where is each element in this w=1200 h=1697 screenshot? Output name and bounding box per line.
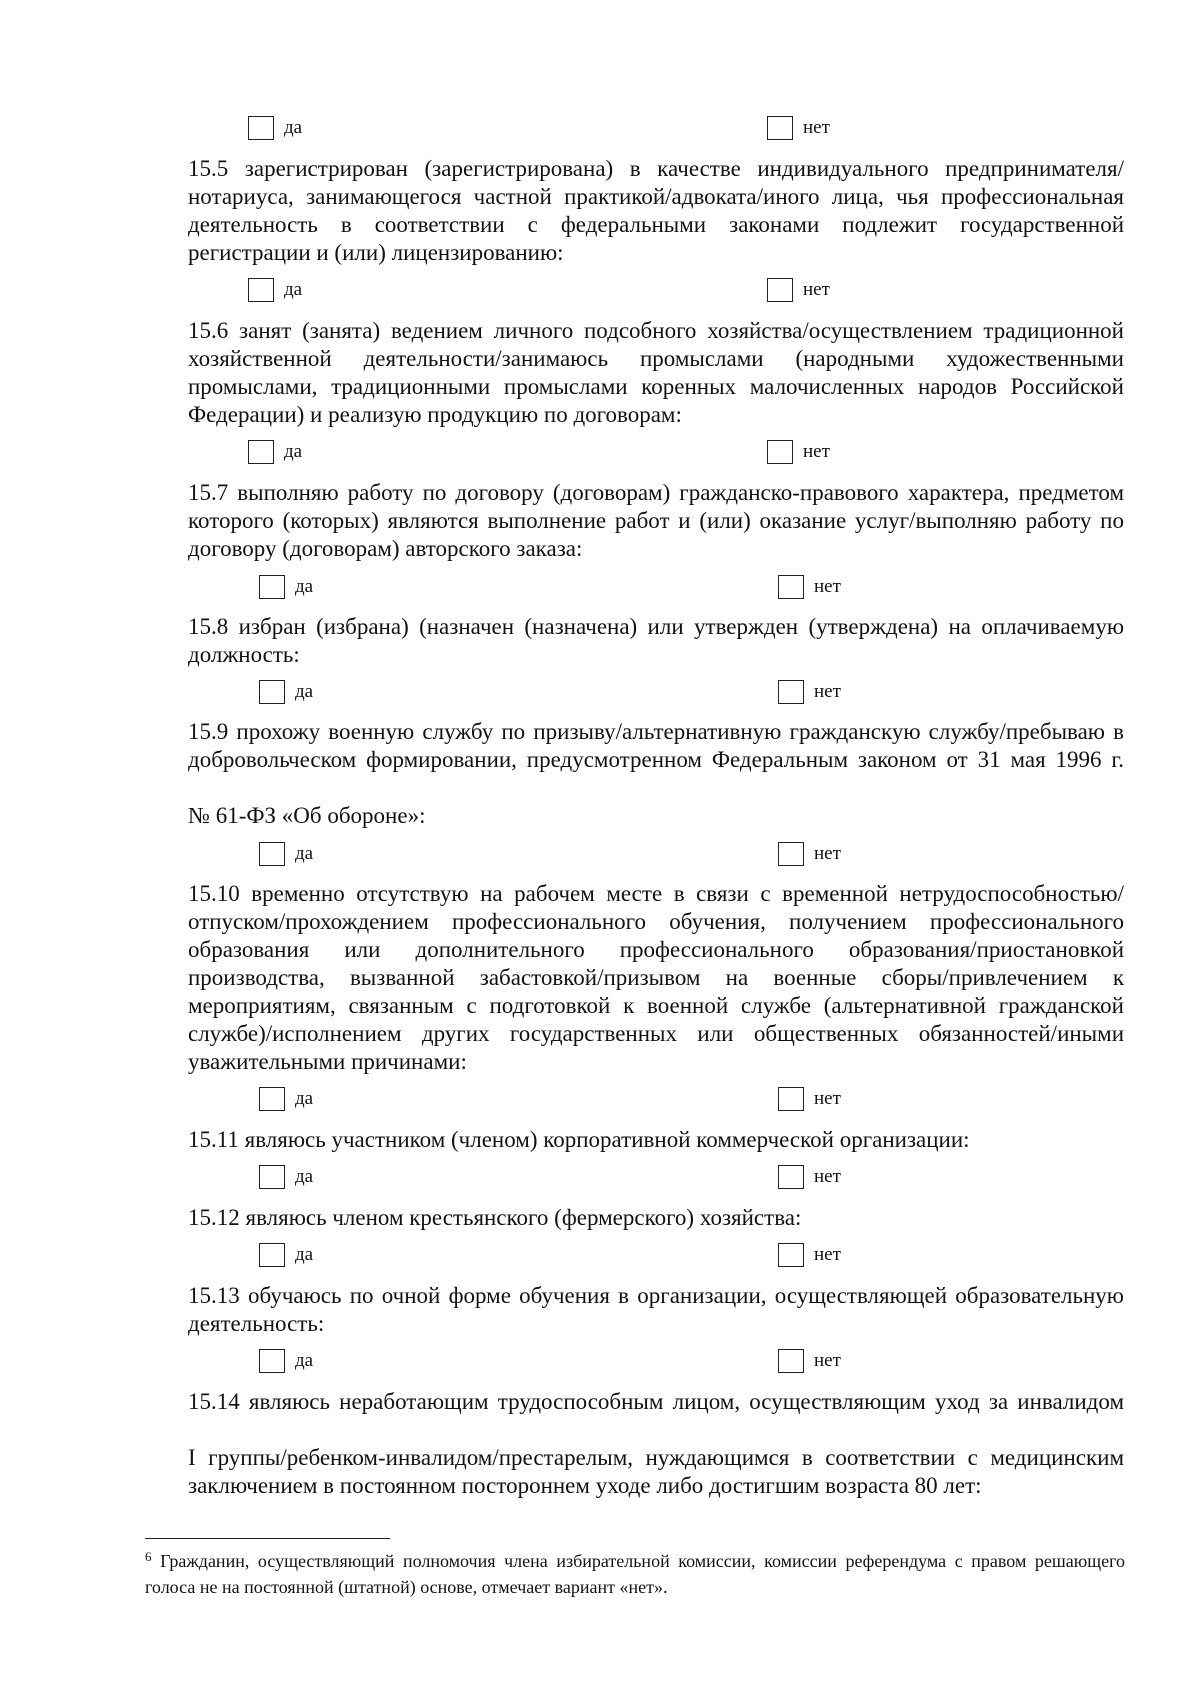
- no-option[interactable]: [778, 1087, 841, 1111]
- no-label: нет: [814, 576, 841, 597]
- item-15-6: 15.6 занят (занята) ведением личного подсобного хозяйства/осуществлением традиционной хозяйственной деятельности/занимаюсь промыслами (народными художественными промыслами, традиционными промыслами коренных малочисленных народов Российской Федерации) и реализую продукцию по договорам:: [188, 318, 1124, 427]
- checkbox[interactable]: [778, 1087, 804, 1111]
- yes-option[interactable]: [248, 278, 302, 302]
- yes-label: да: [295, 576, 314, 597]
- answer-row: [0, 440, 1200, 468]
- no-label: нет: [803, 117, 830, 138]
- no-option[interactable]: [778, 575, 841, 599]
- yes-option[interactable]: [259, 842, 313, 866]
- no-option[interactable]: [778, 842, 841, 866]
- item-15-12: 15.12 являюсь членом крестьянского (фермерского) хозяйства:: [188, 1205, 802, 1230]
- checkbox[interactable]: [778, 1349, 804, 1373]
- checkbox[interactable]: [767, 278, 793, 302]
- item-15-14: 15.14 являюсь неработающим трудоспособным лицом, осуществляющим уход за инвалидом: [188, 1389, 1124, 1414]
- no-label: нет: [814, 1350, 841, 1371]
- yes-option[interactable]: [259, 1349, 313, 1373]
- no-option[interactable]: [767, 278, 830, 302]
- answer-row: [0, 680, 1200, 708]
- checkbox[interactable]: [778, 1243, 804, 1267]
- item-15-11: 15.11 являюсь участником (членом) корпоративной коммерческой организации:: [188, 1127, 970, 1152]
- yes-label: да: [284, 441, 303, 462]
- no-option[interactable]: [767, 440, 830, 464]
- checkbox[interactable]: [248, 116, 274, 140]
- item-15-10: 15.10 временно отсутствую на рабочем месте в связи с временной нетрудоспособностью/ отпуском/прохождением профессионального обучения, получением профессионального образования или дополнительного профессионального образования/приостановкой производства, вызванной забастовкой/призывом на военные сборы/привлечением к мероприятиям, связанным с подготовкой к военной службе (альтернативной гражданской службе)/исполнением других государственных или общественных обязанностей/иными уважительными причинами:: [188, 881, 1124, 1074]
- answer-row: [0, 278, 1200, 306]
- answer-row: [0, 1243, 1200, 1271]
- yes-label: да: [284, 279, 303, 300]
- no-option[interactable]: [778, 680, 841, 704]
- footnote-mark: 6: [145, 1549, 152, 1564]
- answer-row: [0, 116, 1200, 144]
- checkbox[interactable]: [778, 680, 804, 704]
- item-15-9-continuation: № 61-ФЗ «Об обороне»:: [188, 803, 426, 828]
- no-label: нет: [814, 843, 841, 864]
- answer-row: [0, 1165, 1200, 1193]
- yes-label: да: [295, 681, 314, 702]
- yes-option[interactable]: [248, 440, 302, 464]
- no-label: нет: [814, 681, 841, 702]
- checkbox[interactable]: [259, 1165, 285, 1189]
- checkbox[interactable]: [778, 575, 804, 599]
- yes-label: да: [284, 117, 303, 138]
- answer-row: [0, 1087, 1200, 1115]
- checkbox[interactable]: [248, 278, 274, 302]
- no-label: нет: [803, 279, 830, 300]
- yes-label: да: [295, 1088, 314, 1109]
- footnote: [145, 1548, 1125, 1600]
- no-option[interactable]: [778, 1165, 841, 1189]
- no-option[interactable]: [778, 1243, 841, 1267]
- yes-option[interactable]: [259, 1243, 313, 1267]
- yes-label: да: [295, 843, 314, 864]
- item-15-13: 15.13 обучаюсь по очной форме обучения в организации, осуществляющей образовательную деятельность:: [188, 1283, 1124, 1336]
- checkbox[interactable]: [259, 680, 285, 704]
- checkbox[interactable]: [778, 1165, 804, 1189]
- checkbox[interactable]: [259, 1349, 285, 1373]
- checkbox[interactable]: [259, 842, 285, 866]
- yes-label: да: [295, 1166, 314, 1187]
- item-15-7: 15.7 выполняю работу по договору (договорам) гражданско-правового характера, предметом которого (которых) являются выполнение работ и (или) оказание услуг/выполняю работу по договору (договорам) авторского заказа:: [188, 480, 1124, 561]
- answer-row: [0, 1349, 1200, 1377]
- yes-option[interactable]: [248, 116, 302, 140]
- checkbox[interactable]: [778, 842, 804, 866]
- checkbox[interactable]: [248, 440, 274, 464]
- yes-option[interactable]: [259, 1087, 313, 1111]
- footnote-text: Гражданин, осуществляющий полномочия члена избирательной комиссии, комиссии референдума с правом решающего голоса не на постоянной (штатной) основе, отмечает вариант «нет».: [145, 1551, 1125, 1597]
- checkbox[interactable]: [259, 1087, 285, 1111]
- checkbox[interactable]: [767, 116, 793, 140]
- footnote-separator: [145, 1538, 390, 1539]
- yes-label: да: [295, 1350, 314, 1371]
- item-15-9: 15.9 прохожу военную службу по призыву/альтернативную гражданскую службу/пребываю в добровольческом формировании, предусмотренном Федеральным законом от 31 мая 1996 г.: [188, 719, 1124, 772]
- checkbox[interactable]: [259, 1243, 285, 1267]
- yes-option[interactable]: [259, 575, 313, 599]
- no-label: нет: [814, 1244, 841, 1265]
- no-label: нет: [814, 1166, 841, 1187]
- no-option[interactable]: [778, 1349, 841, 1373]
- no-label: нет: [814, 1088, 841, 1109]
- no-option[interactable]: [767, 116, 830, 140]
- yes-option[interactable]: [259, 680, 313, 704]
- answer-row: [0, 842, 1200, 870]
- checkbox[interactable]: [767, 440, 793, 464]
- item-15-5: 15.5 зарегистрирован (зарегистрирована) в качестве индивидуального предпринимателя/ нотариуса, занимающегося частной практикой/адвоката/иного лица, чья профессиональная деятельность в соответствии с федеральными законами подлежит государственной регистрации и (или) лицензированию:: [188, 156, 1124, 265]
- answer-row: [0, 575, 1200, 603]
- no-label: нет: [803, 441, 830, 462]
- item-15-8: 15.8 избран (избрана) (назначен (назначена) или утвержден (утверждена) на оплачиваемую должность:: [188, 614, 1124, 667]
- item-15-14-continuation: I группы/ребенком-инвалидом/престарелым, нуждающимся в соответствии с медицинским заключением в постоянном постороннем уходе либо достигшим возраста 80 лет:: [188, 1445, 1124, 1498]
- checkbox[interactable]: [259, 575, 285, 599]
- yes-option[interactable]: [259, 1165, 313, 1189]
- yes-label: да: [295, 1244, 314, 1265]
